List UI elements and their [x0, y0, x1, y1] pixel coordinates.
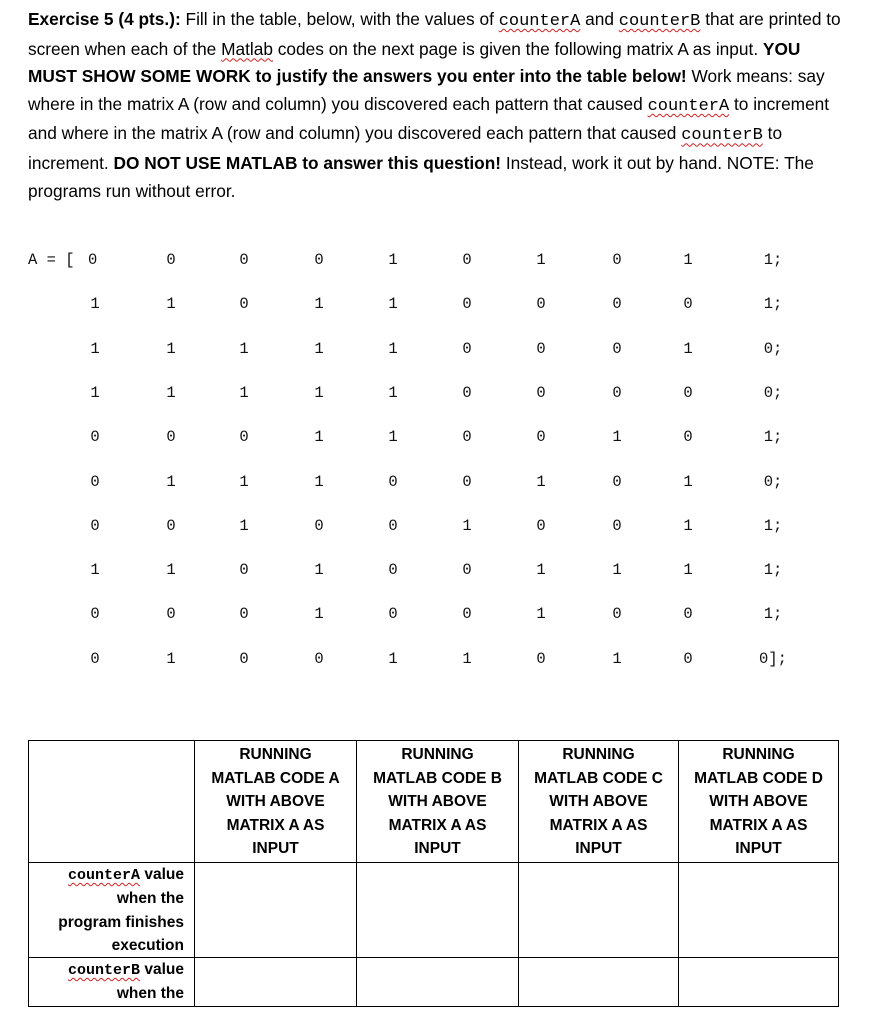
matrix-cell: 1 — [388, 251, 398, 269]
matrix-cell: 1 — [166, 383, 176, 402]
matrix-cell: 1 — [239, 472, 249, 491]
matrix-cell: 0 — [239, 295, 249, 314]
matrix-cell: 0 — [462, 251, 472, 269]
header-code-b: RUNNING MATLAB CODE B WITH ABOVE MATRIX A AS INPUT — [357, 741, 519, 863]
matrix-cell: 1 — [612, 649, 622, 668]
matrix-cell: 0 — [612, 251, 622, 269]
counterb-code-d-answer-cell[interactable] — [679, 958, 839, 1007]
answer-table — [28, 740, 839, 1007]
matrix-cell: 0 — [166, 516, 176, 535]
matrix-cell: 0 — [239, 251, 249, 269]
matlab-word: Matlab — [221, 38, 273, 59]
no-matlab-emphasis: DO NOT USE MATLAB to answer this question! — [113, 152, 502, 173]
matrix-cell: 1 — [314, 561, 324, 580]
matrix-cell: 0 — [612, 339, 622, 358]
countera-code-a-answer-cell[interactable] — [195, 863, 357, 958]
matrix-cell: 1 — [462, 649, 472, 668]
matrix-cell: 1 — [536, 251, 546, 269]
matrix-cell: 1 — [612, 561, 622, 580]
matrix-cell: 0 — [683, 383, 693, 402]
matrix-cell: 0 — [462, 339, 472, 358]
matrix-cell: 1 — [612, 428, 622, 447]
matrix-cell: 0 — [388, 516, 398, 535]
matrix-cell: 1 — [683, 251, 693, 269]
matrix-cell: 1 — [166, 339, 176, 358]
matrix-cell: 1 — [314, 428, 324, 447]
matrix-cell: 0 — [90, 472, 100, 491]
matrix-cell: 0 — [166, 251, 176, 269]
matrix-cell: 0 — [536, 295, 546, 314]
matrix-cell: 0 — [90, 605, 100, 624]
matrix-cell: 1 — [90, 295, 100, 314]
matrix-cell: 0 — [314, 251, 324, 269]
matrix-cell: 1 — [166, 472, 176, 491]
matrix-cell: 1 — [314, 339, 324, 358]
matrix-cell: 0 — [612, 605, 622, 624]
counterB-code: counterB — [681, 126, 763, 146]
matrix-cell: 0 — [166, 605, 176, 624]
matrix-cell: 0 — [683, 605, 693, 624]
matrix-cell: 0 — [388, 561, 398, 580]
matrix-cell: 0 — [462, 605, 472, 624]
matrix-cell: 0 — [90, 428, 100, 447]
matrix-cell: 0 — [88, 251, 98, 269]
counterb-row — [29, 958, 839, 1007]
matrix-cell: 0 — [536, 516, 546, 535]
matrix-cell: 1 — [90, 339, 100, 358]
exercise-title: Exercise 5 (4 pts.): — [28, 9, 181, 29]
counterb-code-a-answer-cell[interactable] — [195, 958, 357, 1007]
matrix-cell: 0 — [239, 605, 249, 624]
matrix-cell: 1 — [90, 561, 100, 580]
matrix-cell: 0 — [314, 649, 324, 668]
matrix-cell: 1 — [239, 383, 249, 402]
matrix-cell: 0 — [314, 516, 324, 535]
matrix-cell: 1; — [763, 295, 783, 314]
counterB-code: counterB — [618, 12, 701, 31]
matrix-cell: 0 — [683, 428, 693, 447]
matrix-cell: 1 — [536, 561, 546, 580]
matrix-cell: 1 — [683, 472, 693, 491]
matrix-cell: 1 — [314, 472, 324, 491]
matrix-cell: 0; — [763, 339, 783, 358]
matrix-cell: 0 — [239, 649, 249, 668]
counterb-code-b-answer-cell[interactable] — [357, 958, 519, 1007]
matrix-cell: 1 — [462, 516, 472, 535]
matrix-cell: 0 — [536, 428, 546, 447]
matrix-cell: 1 — [388, 295, 398, 314]
table-header-row — [29, 741, 839, 863]
matrix-cell: 0 — [683, 295, 693, 314]
counterA-code: counterA — [647, 96, 730, 116]
matrix-cell: 0 — [388, 605, 398, 624]
header-code-c: RUNNING MATLAB CODE C WITH ABOVE MATRIX A AS INPUT — [519, 741, 679, 863]
countera-code-b-answer-cell[interactable] — [357, 863, 519, 958]
matrix-cell: 0 — [462, 295, 472, 314]
matrix-cell: 1; — [763, 605, 783, 624]
counterb-code-c-answer-cell[interactable] — [519, 958, 679, 1007]
matrix-cell: 0 — [239, 428, 249, 447]
matrix-cell: 0 — [462, 472, 472, 491]
matrix-cell: 0 — [462, 561, 472, 580]
matrix-cell: 0 — [612, 295, 622, 314]
matrix-cell: 1 — [239, 339, 249, 358]
matrix-cell: 1 — [388, 383, 398, 402]
matrix-cell: 0 — [612, 472, 622, 491]
matrix-cell: 1; — [763, 428, 783, 447]
countera-code-c-answer-cell[interactable] — [519, 863, 679, 958]
matrix-cell: 1 — [314, 605, 324, 624]
matrix-cell: 1 — [314, 383, 324, 402]
matrix-cell: 0 — [462, 428, 472, 447]
exercise-instructions: Exercise 5 (4 pts.): Fill in the table, below, with the values of counterA and counterB that are printed to screen when each of the Matlab codes on the next page is given the following matrix A as input. YOU MUST SHOW SOME WORK to justify the answers you enter into the table below! Work means: say where in the matrix A (row and column) you discovered each pattern that caused counterA to increment and where in the matrix A (row and column) you discovered each pattern that caused counterB to increment. DO NOT USE MATLAB to answer this question! Instead, work it out by hand. NOTE: The programs run without error. — [28, 9, 841, 201]
matrix-cell: 0 — [90, 649, 100, 668]
matrix-cell: 0 — [462, 383, 472, 402]
header-code-a: RUNNING MATLAB CODE A WITH ABOVE MATRIX A AS INPUT — [195, 741, 357, 863]
matrix-label: A = [ — [28, 251, 75, 269]
matrix-cell: 1 — [683, 561, 693, 580]
matrix-cell: 1 — [536, 472, 546, 491]
matrix-cell: 1; — [763, 251, 783, 269]
matrix-cell: 1 — [166, 649, 176, 668]
matrix-cell: 1 — [388, 339, 398, 358]
matrix-cell: 0 — [536, 339, 546, 358]
matrix-cell: 0 — [612, 516, 622, 535]
matrix-cell: 0; — [763, 472, 783, 491]
matrix-cell: 1 — [314, 295, 324, 314]
matrix-cell: 1 — [536, 605, 546, 624]
countera-row-label: counterA value when the program finishes execution — [29, 863, 195, 958]
matrix-cell: 0 — [612, 383, 622, 402]
matrix-cell: 1 — [388, 428, 398, 447]
matrix-cell: 1 — [683, 516, 693, 535]
matrix-cell: 0 — [166, 428, 176, 447]
countera-code-d-answer-cell[interactable] — [679, 863, 839, 958]
matrix-cell: 0]; — [759, 649, 787, 668]
counterA-code: counterA — [498, 12, 581, 31]
counterb-row-label: counterB value when the — [29, 958, 195, 1007]
matrix-cell: 0 — [683, 649, 693, 668]
matrix-cell: 1 — [166, 561, 176, 580]
matrix-cell: 1; — [763, 561, 783, 580]
matrix-cell: 0 — [90, 516, 100, 535]
matrix-cell: 0 — [239, 561, 249, 580]
matrix-cell: 1; — [763, 516, 783, 535]
matrix-cell: 1 — [239, 516, 249, 535]
matrix-cell: 0 — [536, 383, 546, 402]
header-code-d: RUNNING MATLAB CODE D WITH ABOVE MATRIX A AS INPUT — [679, 741, 839, 863]
matrix-cell: 1 — [683, 339, 693, 358]
countera-row — [29, 863, 839, 958]
matrix-cell: 0 — [536, 649, 546, 668]
matrix-cell: 1 — [90, 383, 100, 402]
matrix-cell: 1 — [166, 295, 176, 314]
matrix-cell: 1 — [388, 649, 398, 668]
matrix-cell: 0; — [763, 383, 783, 402]
show-work-emphasis: YOU MUST SHOW SOME WORK to justify the answers you enter into the table below! — [28, 38, 801, 87]
empty-corner-cell — [29, 741, 195, 863]
matrix-cell: 0 — [388, 472, 398, 491]
